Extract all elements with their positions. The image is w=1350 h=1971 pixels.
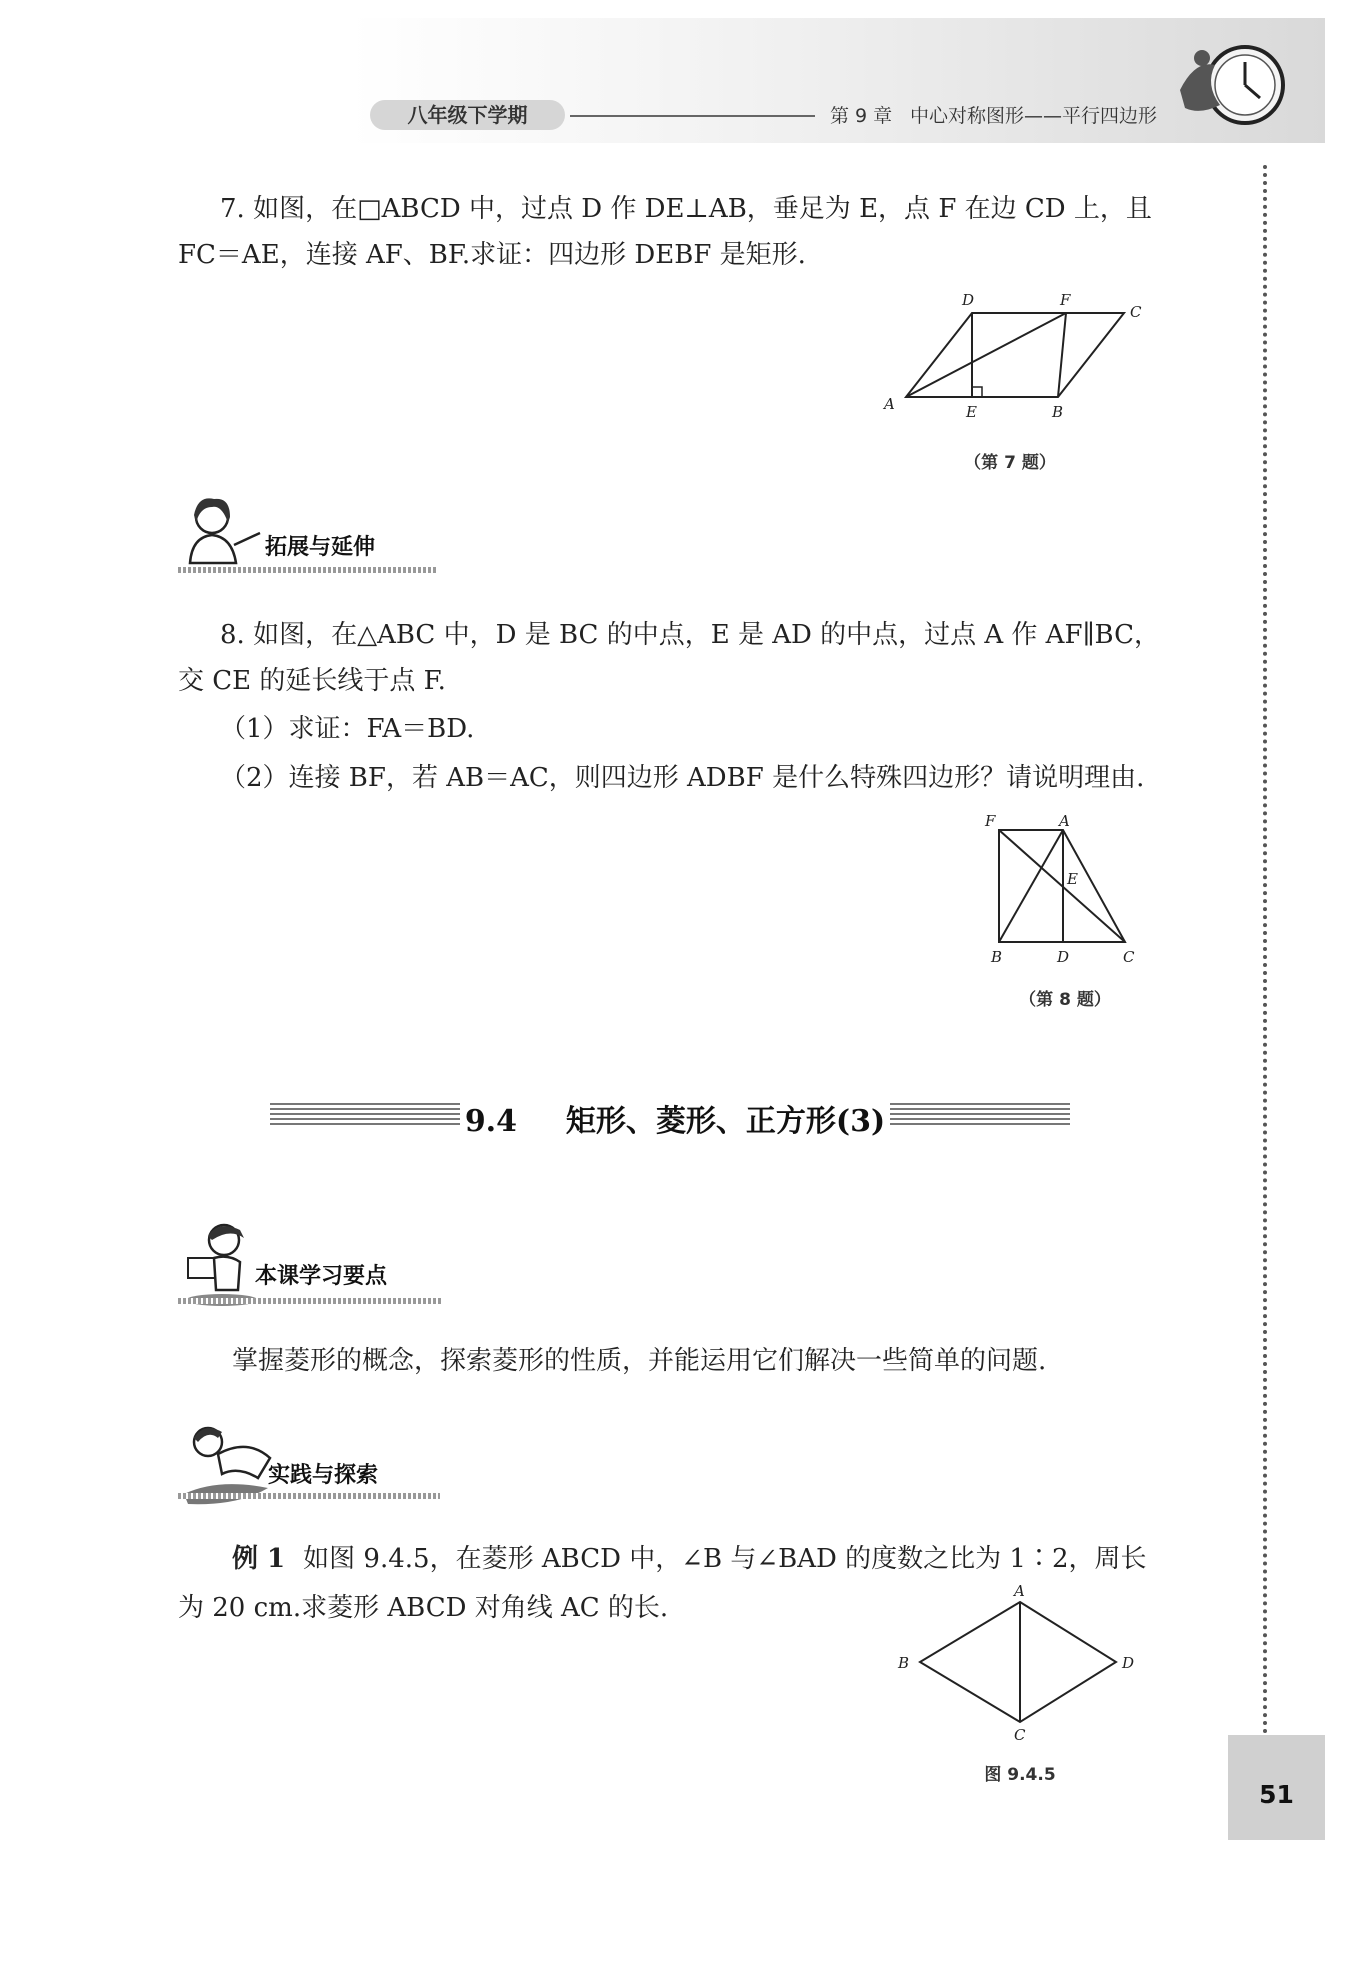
q8-line2: 交 CE 的延长线于点 F. [178,666,446,696]
q7-line2: FC＝AE，连接 AF、BF.求证：四边形 DEBF 是矩形. [178,240,806,270]
q7-caption: （第 7 题） [964,453,1056,473]
label-a: A [1014,1582,1025,1600]
q8-part1: （1）求证：FA＝BD. [220,714,475,744]
label-b: B [991,948,1003,966]
rhombus-abcd [920,1602,1116,1722]
chapter-number: 第 9 章 [830,105,893,127]
q8-part2: （2）连接 BF，若 AB＝AC，则四边形 ADBF 是什么特殊四边形？请说明理由. [220,763,1145,793]
section-number: 9.4 [464,1104,518,1139]
extension-label: 拓展与延伸 [265,535,376,560]
label-c: C [1123,948,1135,966]
runner-clock-logo [1160,30,1310,140]
extension-underline [178,567,438,573]
practice-label: 实践与探索 [268,1463,379,1488]
label-d: D [962,291,975,309]
q7-figure [870,285,1140,425]
example1-line1 [232,1536,1147,1582]
key-points-text: 掌握菱形的概念，探索菱形的性质，并能运用它们解决一些简单的问题. [232,1346,1047,1376]
parallelogram-abcd [906,313,1124,397]
label-a: A [1059,812,1070,830]
q8-caption: （第 8 题） [1019,990,1111,1010]
label-c: C [1130,303,1142,321]
label-e: E [1067,870,1078,888]
chapter-title: 中心对称图形——平行四边形 [910,105,1158,127]
key-points-label: 本课学习要点 [255,1264,388,1289]
grade-label: 八年级下学期 [370,100,565,130]
page-number: 51 [1228,1735,1325,1840]
q8-figure [975,808,1160,968]
label-d: D [1122,1654,1135,1672]
label-d: D [1057,948,1070,966]
label-c: C [1014,1726,1026,1744]
label-b: B [898,1654,910,1672]
teacher-icon [178,493,263,573]
segment-bf [1058,313,1066,397]
label-a: A [884,395,895,413]
label-e: E [966,403,977,421]
section-heading [0,1096,1350,1140]
margin-dotted-rule [1263,165,1267,1735]
segment-ab [999,830,1063,942]
example1-line2: 为 20 cm.求菱形 ABCD 对角线 AC 的长. [178,1593,669,1623]
label-f: F [1060,291,1071,309]
label-b: B [1052,403,1064,421]
example1-line1-text: 如图 9.4.5，在菱形 ABCD 中，∠B 与∠BAD 的度数之比为 1∶2，周长 [303,1544,1147,1574]
example1-caption: 图 9.4.5 [984,1765,1056,1785]
example1-label: 例 1 [232,1544,286,1574]
label-f: F [985,812,996,830]
header-divider [570,115,815,117]
q7-line1: 7. 如图，在□ABCD 中，过点 D 作 DE⊥AB，垂足为 E，点 F 在边 CD 上，且 [220,194,1152,224]
q8-line1: 8. 如图，在△ABC 中，D 是 BC 的中点，E 是 AD 的中点，过点 A 作 AF∥BC， [220,620,1160,650]
key-points-underline [178,1298,443,1304]
example1-figure [890,1578,1150,1758]
right-angle-mark [972,387,982,397]
practice-underline [178,1493,440,1499]
student-reading-icon [178,1218,263,1308]
segment-af [906,313,1066,397]
section-title: 矩形、菱形、正方形(3) [565,1104,886,1139]
